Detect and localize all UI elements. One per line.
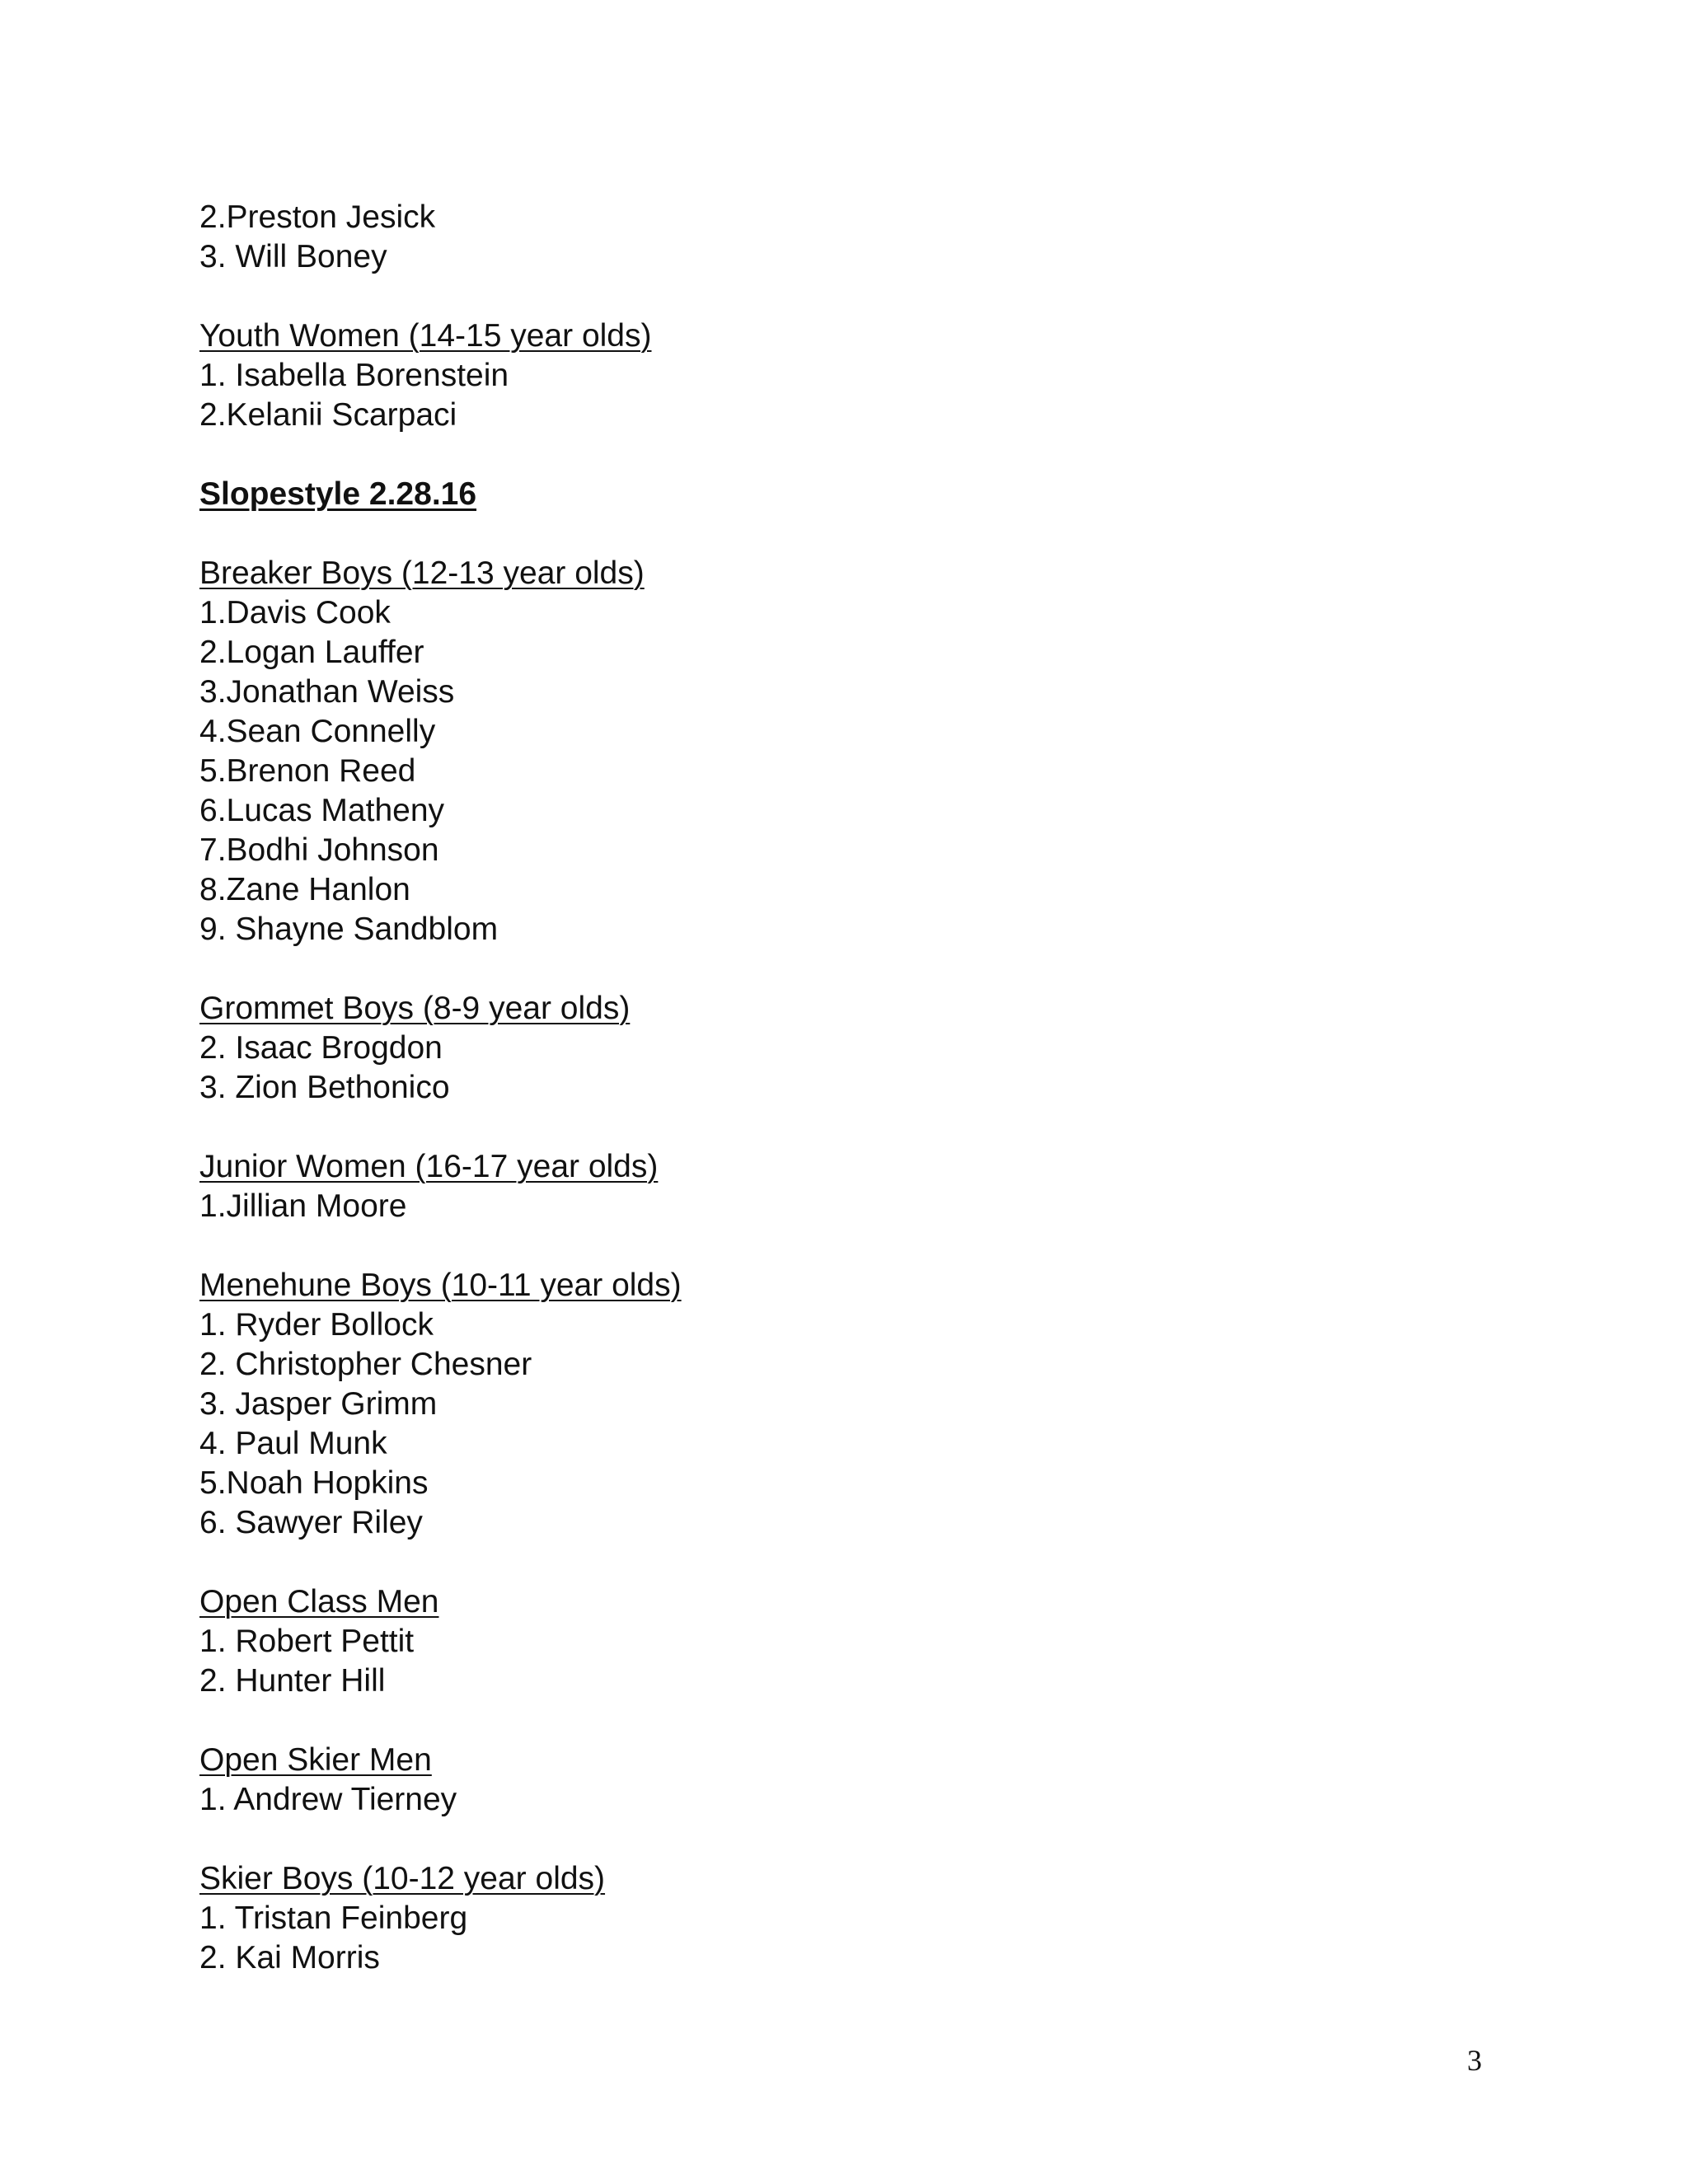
list-item: 4. Paul Munk: [199, 1426, 387, 1461]
list-item: 3. Jasper Grimm: [199, 1386, 438, 1422]
page-number: 3: [1467, 2044, 1482, 2077]
results-list: [199, 198, 1436, 1978]
spacer: [199, 1226, 1436, 1266]
list-item: 1. Robert Pettit: [199, 1624, 415, 1659]
list-item: 7.Bodhi Johnson: [199, 832, 439, 868]
list-item: 5.Brenon Reed: [199, 753, 416, 789]
spacer: [199, 1543, 1436, 1582]
list-item: 8.Zane Hanlon: [199, 872, 410, 907]
list-item: 2. Christopher Chesner: [199, 1347, 532, 1382]
spacer: [199, 1820, 1436, 1859]
open-class-men-heading: Open Class Men: [199, 1584, 439, 1619]
list-item: 2.Kelanii Scarpaci: [199, 397, 457, 433]
spacer: [199, 949, 1436, 989]
list-item: 3. Will Boney: [199, 239, 387, 274]
list-item: 2. Kai Morris: [199, 1940, 380, 1975]
section-title: Slopestyle 2.28.16: [199, 476, 477, 512]
youth-women-heading: Youth Women (14-15 year olds): [199, 318, 652, 354]
list-item: 5.Noah Hopkins: [199, 1465, 429, 1501]
list-item: 6.Lucas Matheny: [199, 793, 445, 828]
list-item: 2.Logan Lauffer: [199, 635, 424, 670]
list-item: 1.Davis Cook: [199, 595, 391, 630]
list-item: 1. Ryder Bollock: [199, 1307, 434, 1343]
skier-boys-heading: Skier Boys (10-12 year olds): [199, 1861, 606, 1896]
list-item: 2. Hunter Hill: [199, 1663, 386, 1699]
breaker-boys-heading: Breaker Boys (12-13 year olds): [199, 555, 645, 591]
spacer: [199, 435, 1436, 475]
spacer: [199, 1108, 1436, 1147]
list-item: 6. Sawyer Riley: [199, 1505, 423, 1540]
junior-women-heading: Junior Women (16-17 year olds): [199, 1149, 659, 1184]
list-item: 1.Jillian Moore: [199, 1188, 407, 1224]
list-item: 1. Tristan Feinberg: [199, 1900, 468, 1936]
list-item: 2.Preston Jesick: [199, 199, 436, 235]
list-item: 9. Shayne Sandblom: [199, 912, 499, 947]
open-skier-men-heading: Open Skier Men: [199, 1742, 432, 1778]
list-item: 1. Isabella Borenstein: [199, 358, 509, 393]
spacer: [199, 1701, 1436, 1741]
grommet-boys-heading: Grommet Boys (8-9 year olds): [199, 991, 631, 1026]
list-item: 1. Andrew Tierney: [199, 1782, 457, 1817]
menehune-boys-heading: Menehune Boys (10-11 year olds): [199, 1268, 682, 1303]
list-item: 4.Sean Connelly: [199, 714, 436, 749]
list-item: 3. Zion Bethonico: [199, 1070, 450, 1105]
list-item: 2. Isaac Brogdon: [199, 1030, 443, 1066]
spacer: [199, 514, 1436, 554]
list-item: 3.Jonathan Weiss: [199, 674, 455, 710]
spacer: [199, 277, 1436, 316]
